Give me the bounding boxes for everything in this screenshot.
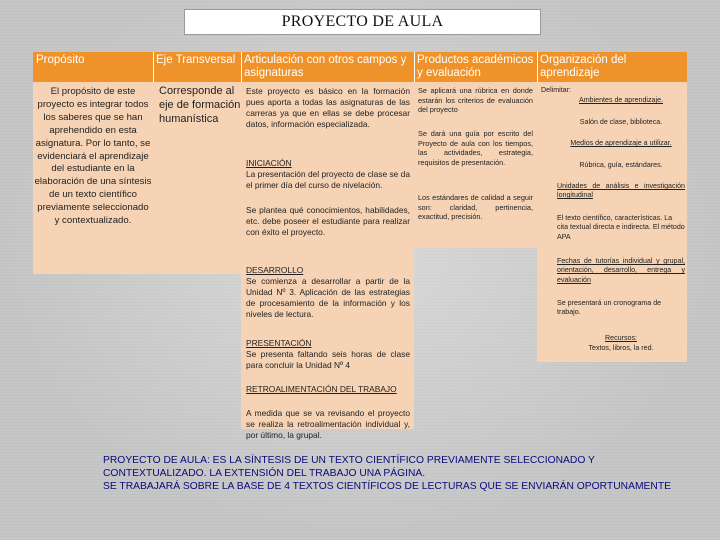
proposito-text: El propósito de este proyecto es integrar todos los saberes que se han aprehendido en esta asignatura. Por lo tanto, se evidenciará el aprendizaje del estudiante en la elaboración de una síntesis de un texto científico previamente seleccionado y contextualizado. — [34, 86, 152, 227]
summary-line: SE TRABAJARÁ SOBRE LA BASE DE 4 TEXTOS CIENTÍFICOS DE LECTURAS QUE SE ENVIARÁN OPORTUNAMENTE — [103, 481, 671, 492]
eje-text: Corresponde al eje de formación humanística — [159, 85, 241, 125]
summary-line: CONTEXTUALIZADO. LA EXTENSIÓN DEL TRABAJO UNA PÁGINA. — [103, 468, 426, 479]
header-divider — [153, 52, 154, 82]
header-eje-transversal: Eje Transversal — [153, 52, 241, 82]
cell-articulacion — [241, 82, 414, 429]
presentacion-text: Se presenta faltando seis horas de clase para concluir la Unidad Nº 4 — [246, 349, 410, 370]
ambientes-label: Ambientes de aprendizaje. — [579, 96, 663, 104]
delimitar-label: Delimitar: — [541, 86, 571, 94]
medios-label: Medios de aprendizaje a utilizar. — [570, 139, 672, 147]
desarrollo-text: Se comienza a desarrollar a partir de la Unidad Nº 3. Aplicación de las estrategias de procesamiento de la información y los niveles de lectura. — [246, 276, 410, 319]
header-divider — [414, 52, 415, 82]
header-organizacion: Organización del aprendizaje — [537, 52, 687, 82]
productos-rubrica: Se aplicará una rúbrica en donde estarán los criterios de evaluación del proyecto — [418, 86, 533, 115]
rubrica-text: Rúbrica, guía, estándares. — [579, 161, 663, 169]
salon-text: Salón de clase, biblioteca. — [579, 118, 663, 126]
cronograma-text: Se presentará un cronograma de trabajo. — [557, 299, 662, 317]
articulacion-intro: Este proyecto es básico en la formación pues aporta a todas las asignaturas de las carreras ya que en ellas se debe procesar datos, información especializada. — [246, 86, 410, 129]
unidades-label: Unidades de análisis e investigación longitudinal — [557, 182, 685, 200]
header-divider — [241, 52, 242, 82]
retro-title: RETROALIMENTACIÓN DEL TRABAJO — [246, 384, 397, 394]
header-articulacion: Articulación con otros campos y asignaturas — [241, 52, 414, 82]
iniciacion-title: INICIACIÓN — [246, 158, 292, 168]
iniciacion-text: La presentación del proyecto de clase se da el primer día del curso de nivelación. — [246, 169, 410, 190]
page-title: PROYECTO DE AULA — [184, 9, 541, 35]
header-proposito: Propósito — [33, 52, 153, 82]
productos-guia: Se dará una guía por escrito del Proyecto de aula con los tiempos, las actividades, estrategia, requisitos de presentación. — [418, 129, 533, 167]
texto-cientifico-text: El texto científico, características. La cita textual directa e indirecta. El método APA — [557, 214, 685, 241]
desarrollo-title: DESARROLLO — [246, 265, 304, 275]
recursos-label: Recursos: — [605, 334, 637, 342]
presentacion-title: PRESENTACIÓN — [246, 338, 312, 348]
productos-estandares: Los estándares de calidad a seguir son: claridad, pertinencia, exactitud, precisión. — [418, 193, 533, 222]
fechas-label: Fechas de tutorías individual y grupal, orientación, desarrollo, entrega y evaluación — [557, 257, 685, 284]
header-divider — [537, 52, 538, 82]
summary-line: PROYECTO DE AULA: ES LA SÍNTESIS DE UN TEXTO CIENTÍFICO PREVIAMENTE SELECCIONADO Y — [103, 455, 595, 466]
plantea-text: Se plantea qué conocimientos, habilidades, etc. debe poseer el estudiante para realizar con éxito el proyecto. — [246, 205, 410, 237]
project-summary — [103, 454, 703, 493]
header-productos: Productos académicos y evaluación — [414, 52, 537, 82]
retro-text: A medida que se va revisando el proyecto se realiza la retroalimentación individual y, por último, la grupal. — [246, 408, 410, 440]
recursos-text: Textos, libros, la red. — [588, 344, 654, 352]
